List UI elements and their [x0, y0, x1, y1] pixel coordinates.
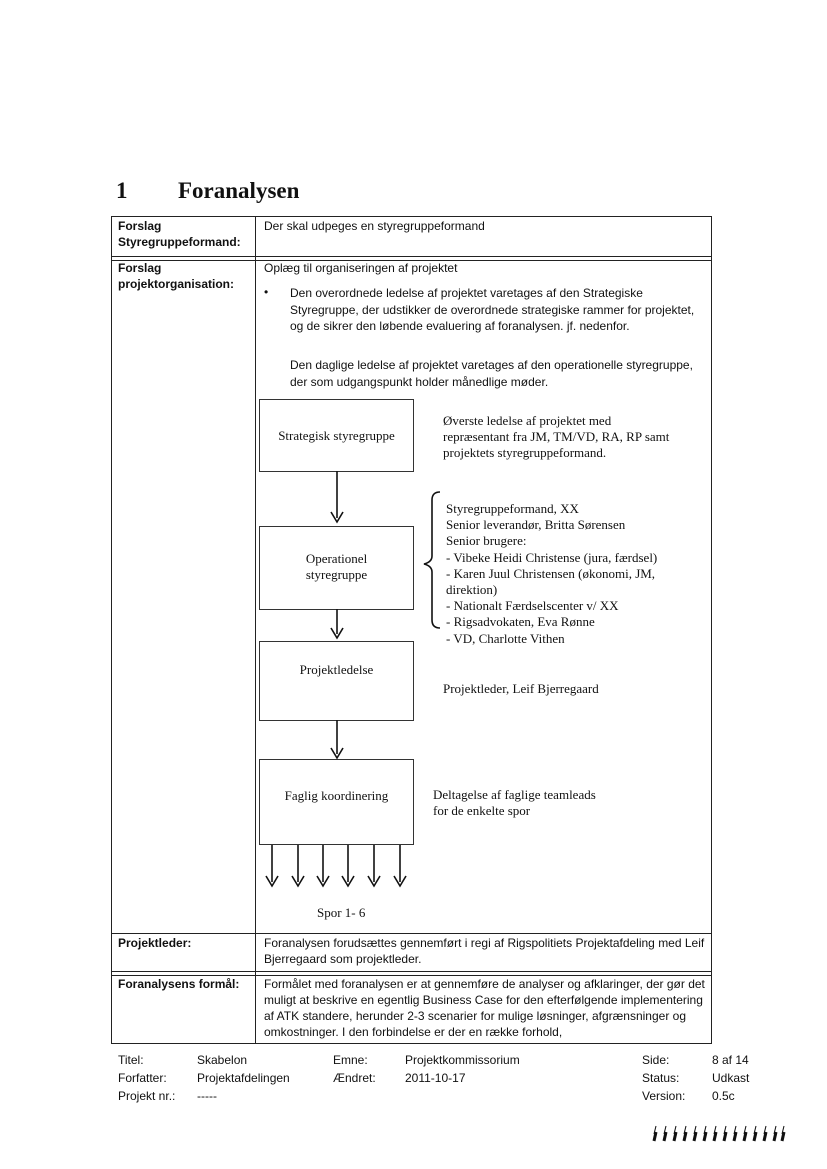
organisation-bullet-text: Den overordnede ledelse af projektet varetages af den Strategiske Styregruppe, der udstikker de overordnede strategiske rammer for projektet, og de sikrer den løbende evaluering af foranalysen. jf. nedenfor.	[290, 286, 695, 333]
footer-left-labels: Titel: Forfatter: Projekt nr.:	[118, 1053, 176, 1103]
box-projektledelse: Projektledelse	[259, 641, 414, 721]
value-projektleder: Foranalysen forudsættes gennemført i regi af Rigspolitiets Projektafdeling med Leif Bjerregaard som projektleder.	[264, 936, 705, 966]
desc-strategisk: Øverste ledelse af projektet med repræsentant fra JM, TM/VD, RA, RP samt projektets styregruppeformand.	[443, 413, 670, 461]
box-strategisk-styregruppe: Strategisk styregruppe	[259, 399, 414, 472]
bullet-marker: •	[264, 285, 269, 299]
footer-mid-labels: Emne: Ændret:	[333, 1053, 376, 1085]
bracket-icon	[424, 492, 440, 628]
label-formaal: Foranalysens formål:	[118, 977, 240, 991]
box-faglig-koordinering: Faglig koordinering	[259, 759, 414, 845]
desc-projektledelse: Projektleder, Leif Bjerregaard	[443, 681, 599, 696]
box-operationel-styregruppe: Operationel styregruppe	[259, 526, 414, 610]
spor-label: Spor 1- 6	[317, 905, 366, 920]
organisation-paragraph: Den daglige ledelse af projektet varetages af den operationelle styregruppe, der som udgangspunkt holder månedlige møder.	[290, 358, 693, 389]
section-title: Foranalysen	[178, 178, 300, 203]
section-number: 1	[116, 178, 128, 203]
label-styregruppeformand: Forslag Styregruppeformand:	[118, 219, 241, 249]
footer-mid-values: Projektkommissorium 2011-10-17	[405, 1053, 520, 1085]
desc-operationel: Styregruppeformand, XX Senior leverandør, Britta Sørensen Senior brugere: - Vibeke Heidi Christense (jura, færdsel) - Karen Juul Christensen (økonomi, JM, direktion) - Nationalt Færdselscenter v/ XX - Rigsadvokaten, Eva Rønne - VD, Charlotte Vithen	[446, 501, 658, 646]
desc-faglig: Deltagelse af faglige teamleads for de enkelte spor	[433, 787, 596, 819]
organisation-intro: Oplæg til organiseringen af projektet	[264, 261, 458, 275]
value-formaal: Formålet med foranalysen er at gennemføre de analyser og afklaringer, der gør det muligt at beskrive en egentlig Business Case for den efterfølgende implementering af ATK standere, herunder 2-3 scenarier for mulige løsninger, afgrænsninger og omkostninger. I den forbindelse er der en række forhold,	[264, 977, 705, 1039]
footer-left-values: Skabelon Projektafdelingen -----	[197, 1053, 290, 1103]
footer-right-values: 8 af 14 Udkast 0.5c	[712, 1053, 750, 1103]
barcode-bold-icon	[654, 1132, 784, 1141]
footer-right-labels: Side: Status: Version:	[642, 1053, 686, 1103]
label-projektleder: Projektleder:	[118, 936, 192, 950]
label-projektorganisation: Forslag projektorganisation:	[118, 261, 235, 291]
value-styregruppeformand: Der skal udpeges en styregruppeformand	[264, 219, 485, 233]
